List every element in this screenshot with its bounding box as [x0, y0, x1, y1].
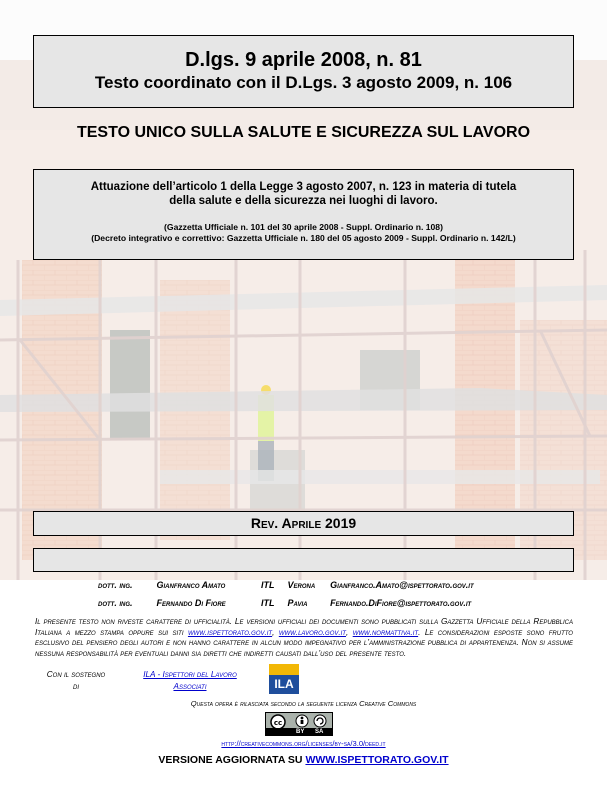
link-ispettorato[interactable]: www.ispettorato.gov.it [187, 627, 273, 637]
ila-logo [269, 664, 299, 694]
disclaimer-text [35, 617, 573, 659]
author-name: Gianfranco Amato [156, 580, 226, 590]
footer-prefix: VERSIONE AGGIORNATA SU [158, 754, 306, 766]
svg-text:cc: cc [273, 719, 283, 727]
disclaimer-part-1: Il presente testo non riveste carattere di ufficialità. Le versioni ufficiali dei documenti sono pubblicati sulla Gazzetta Ufficiale della Repubblica Italiana a mezzo stampa oppure sui siti [35, 617, 573, 637]
support-org-link[interactable] [134, 669, 246, 693]
disclaimer-separator: , [272, 627, 279, 637]
support-label: Con il sostegno di [46, 670, 106, 691]
header-box [33, 35, 574, 108]
revision-box: Rev. Aprile 2019 [33, 511, 574, 536]
ila-logo-text: ILA [274, 677, 294, 691]
description-box [33, 169, 574, 260]
cc-license-badge[interactable] [265, 712, 333, 736]
author-city: Pavia [287, 598, 308, 608]
footer [0, 754, 607, 766]
disclaimer-part-2: . Le considerazioni esposte sono frutto esclusivo del pensiero degli autori e non hanno carattere in alcun modo impegnativo per l’amministrazione pubblica di appartenenza. Non si assume nessuna responsabilità per eventuali danni sia diretti che indiretti causati dall’uso del presente testo. [35, 627, 573, 658]
blank-box [33, 548, 574, 572]
author-email: Fernando.DiFiore@ispettorato.gov.it [330, 598, 472, 608]
author-title: dott. ing. [98, 580, 133, 590]
author-email: Gianfranco.Amato@ispettorato.gov.it [330, 580, 474, 590]
link-lavoro[interactable]: www.lavoro.gov.it [278, 627, 346, 637]
document-subtitle: Testo coordinato con il D.Lgs. 3 agosto 2009, n. 106 [94, 73, 513, 92]
main-title: TESTO UNICO SULLA SALUTE E SICUREZZA SUL LAVORO [76, 124, 531, 141]
license-url-link[interactable]: http://creativecommons.org/licenses/by-sa/3.0/deed.it [221, 739, 386, 748]
author-title: dott. ing. [98, 598, 133, 608]
license-text: Questa opera è rilasciata secondo la seguente licenza Creative Commons [190, 699, 417, 708]
decreto-reference: (Decreto integrativo e correttivo: Gazzetta Ufficiale n. 180 del 05 agosto 2009 - Suppl. Ordinario n. 142/L) [91, 233, 516, 243]
author-org: ITL [261, 598, 275, 608]
link-normattiva[interactable]: www.normattiva.it [352, 627, 419, 637]
author-row-2 [98, 598, 471, 608]
document-title: D.lgs. 9 aprile 2008, n. 81 [185, 49, 422, 71]
disclaimer-separator: , [345, 627, 353, 637]
footer-ispettorato-link[interactable]: WWW.ISPETTORATO.GOV.IT [305, 754, 449, 766]
support-org-line-1: ILA - Ispettori del Lavoro [143, 670, 237, 679]
cc-sa-label: SA [315, 729, 324, 735]
author-city: Verona [287, 580, 316, 590]
gazzetta-reference: (Gazzetta Ufficiale n. 101 del 30 aprile 2008 - Suppl. Ordinario n. 108) [164, 222, 443, 232]
author-org: ITL [261, 580, 275, 590]
cc-icons [266, 713, 332, 729]
cc-by-label: BY [296, 729, 305, 735]
description-line-1: Attuazione dell’articolo 1 della Legge 3 agosto 2007, n. 123 in materia di tutela [90, 181, 517, 193]
support-org-line-2: Associati [173, 682, 207, 691]
author-name: Fernando Di Fiore [156, 598, 226, 608]
author-row-1 [98, 580, 474, 590]
description-line-2: della salute e della sicurezza nei luoghi di lavoro. [169, 195, 438, 207]
